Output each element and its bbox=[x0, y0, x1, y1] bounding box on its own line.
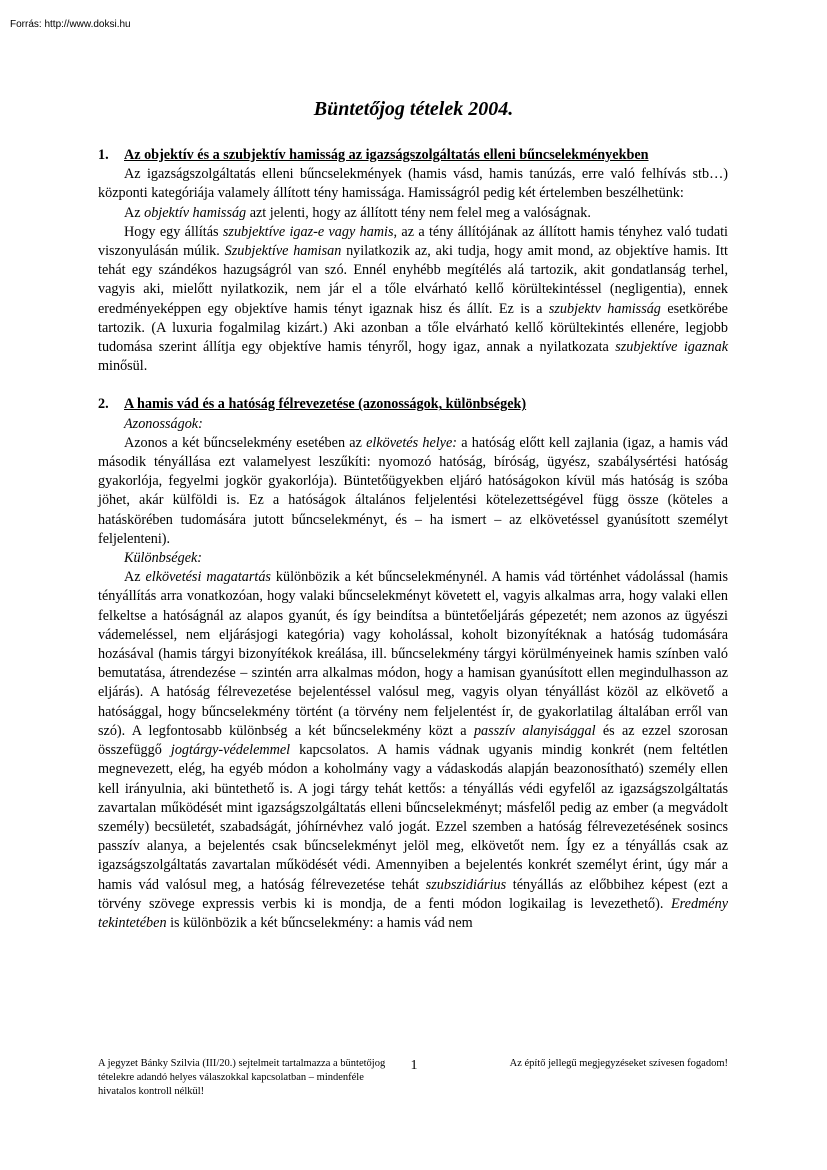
document-title: Büntetőjog tételek 2004. bbox=[313, 98, 514, 120]
paragraph: Az objektív hamisság azt jelenti, hogy az állított tény nem felel meg a valóságnak. bbox=[124, 204, 591, 221]
section-number: 2. bbox=[98, 396, 109, 413]
section-1-heading bbox=[98, 146, 728, 165]
page-number: 1 bbox=[410, 1058, 418, 1073]
subheading-azonossagok: Azonosságok: bbox=[124, 415, 203, 432]
paragraph: Az elkövetési magatartás különbözik a két bűncselekménynél. A hamis vád történhet vádolással (hamis tényállítás arra vonatkozóan, hogy valaki bűncselekményt követett el, vagyis alkalmas arra, hogy valaki ellen felkeltse a hatóságnál az alapos gyanút, és így beindítsa a büntetőeljárás gépezetét; nem azonos az ügyészi vádemeléssel, nem eljárásjogi kategória) vagy koholással, koholt bizonyítéknak a hatóság tudomására hozásával (hamis tárgyi bizonyítékok kreálása, ill. bűncselekmény tárgyi körülményeinek hamis színben való bemutatása, átrendezése – szintén arra alkalmas módon, hogy a hamisan gyanúsított ellen megindulhasson az eljárás). A hatóság félrevezetése bejelentéssel valósul meg, vagyis olyan tényállást közöl az elkövető a hatósággal, hogy bűncselekmény történt (a törvény nem feljelentést ír, de gyakorlatilag általában erről van szó). A legfontosabb különbség a két bűncselekmény közt a passzív alanyisággal és az ezzel szorosan összefüggő jogtárgy-védelemmel kapcsolatos. A hamis vádnak ugyanis mindig konkrét (nem feltétlen megnevezett, elég, ha egyéb módon a koholmány vagy a vádaskodás alapján beazonosítható) személy ellen kell irányulnia, aki büntethető is. A jogi tárgy tehát kettős: a tényállás védi egyfelől az igazságszolgáltatás zavartalan működését mint igazságszolgáltatás elleni bűncselekményt; másfelől pedig az ember (a megvádolt személy) becsületét, szabadságát, jóhírnévhez való jogát. Ezzel szemben a hatóság félrevezetésének sosincs passzív alanya, a bejelentés csak bűncselekményt jelöl meg, elkövetőt nem. Így ez a tényállás csak az igazságszolgáltatás zavartalan működését védi. Amennyiben a bejelentés konkrét személyt érint, úgy már a hamis vád valósul meg, a hatóság félrevezetése tehát szubszidiárius tényállás az előbbihez képest (ezt a törvény szövege expressis verbis ki is mondja, de a fenti módon logikailag is levezethető). Eredmény tekintetében is különbözik a két bűncselekmény: a hamis vád nem bbox=[98, 569, 728, 931]
section-number: 1. bbox=[98, 147, 109, 163]
paragraph: Az igazságszolgáltatás elleni bűncselekmények (hamis vásd, hamis tanúzás, erre való felhívás stb…) központi kategóriája valamely állított tény hamissága. Hamisságról pedig két értelemben beszélhetünk: bbox=[98, 166, 728, 202]
paragraph: Hogy egy állítás szubjektíve igaz-e vagy hamis, az a tény állítójának az állított hamis tényhez való tudati viszonyulásán múlik. Szubjektíve hamisan nyilatkozik az, aki tudja, hogy amit mond, az objektíve hamis. Itt tehát egy szándékos hazugságról van szó. Ennél enyhébb megítélés alá tartozik, akit gondatlanság terhel, vagyis aki, mielőtt nyilatkozik, nem jár el a tőle elvárható kellő körültekintéssel (negligentia), ennek eredményeképpen egy objektíve hamis tényt igaznak hisz és állít. Ez is a szubjektv hamisság esetkörébe tartozik. (A luxuria fogalmilag kizárt.) Aki azonban a tőle elvárható kellő körültekintés ellenére, legjobb tudomása szerint állítja egy objektíve hamis tényről, hogy igaz, annak a nyilatkozata szubjektíve igaznak minősül. bbox=[98, 223, 728, 375]
footer-remark: Az építő jellegű megjegyzéseket szívesen fogadom! bbox=[509, 1058, 728, 1069]
subheading-kulonbsegek: Különbségek: bbox=[124, 550, 203, 567]
section-title: A hamis vád és a hatóság félrevezetése (azonosságok, különbségek) bbox=[124, 396, 527, 413]
section-title: Az objektív és a szubjektív hamisság az igazságszolgáltatás elleni bűncselekményekben bbox=[124, 147, 649, 163]
paragraph: Azonos a két bűncselekmény esetében az elkövetés helye: a hatóság előtt kell zajlania (igaz, a hamis vád második tényállása ezt valamelyest leszűkíti: nyomozó hatóság, bíróság, ügyész, szabálysértési hatóság gyakorlója, fegyelmi jogkör gyakorlója). Büntetőügyekben eljáró hatóságokon kívül más hatóság is szóba jöhet, akár külföldi is. Ez a hatóságok általános feljelentési kötelezettségével függ össze (köteles a hatáskörében tudomására jutott bűncselekményt, és – ha ismert – az elkövetéssel gyanúsított személyt feljelenteni). bbox=[98, 434, 729, 547]
section-2-heading bbox=[98, 395, 728, 414]
source-url: Forrás: http://www.doksi.hu bbox=[10, 19, 131, 30]
footer-note: A jegyzet Bánky Szilvia (III/20.) sejtelmeit tartalmazza a büntetőjog tételekre adandó helyes válaszokkal kapcsolatban – mindenféle hivatalos kontroll nélkül! bbox=[98, 1058, 386, 1097]
document-body bbox=[98, 146, 728, 933]
